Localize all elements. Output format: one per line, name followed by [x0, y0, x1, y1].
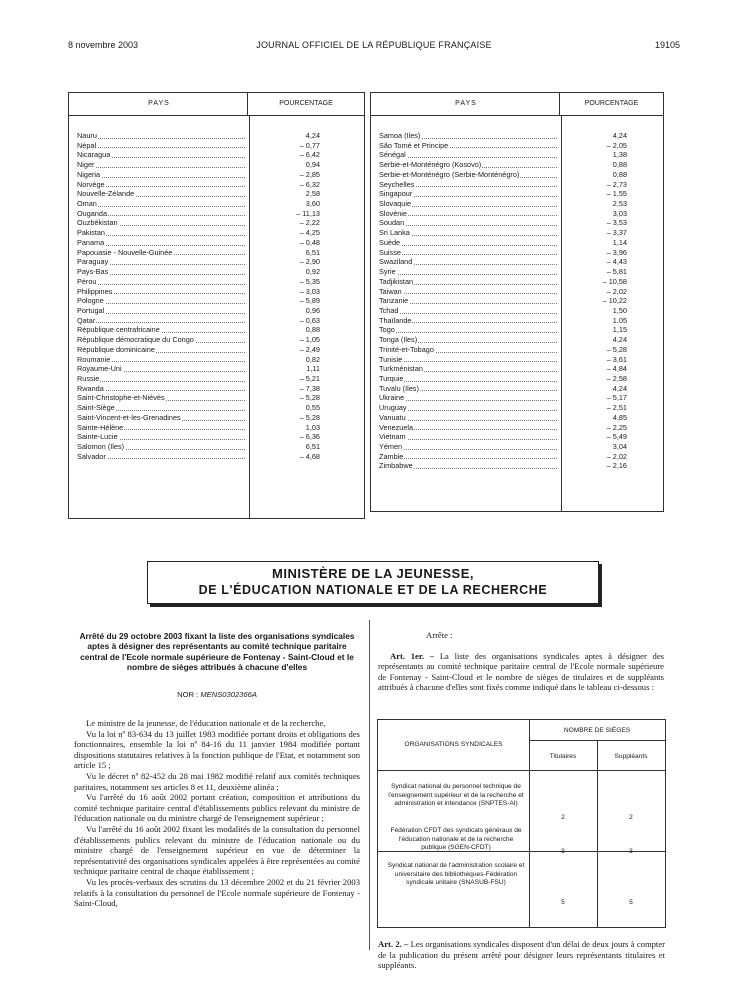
- country-name: Tchad: [379, 305, 399, 315]
- country-percent: – 3,96: [606, 247, 627, 257]
- country-percent: – 5,49: [606, 432, 627, 442]
- country-percent: 3,60: [305, 199, 320, 209]
- arrete-word: Arrête :: [426, 630, 453, 640]
- header-page-number: 19105: [654, 40, 680, 50]
- country-row: [371, 257, 663, 267]
- country-row: [69, 335, 364, 345]
- country-name: Turkménistan: [379, 364, 423, 374]
- country-percent: – 5,89: [299, 296, 320, 306]
- country-row: [371, 228, 663, 238]
- country-name: Zimbabwe: [379, 461, 413, 471]
- country-row: [69, 238, 364, 248]
- seats-row-org: Fédération CFDT des syndicats généraux de l'éducation nationale et de la recherche publique (SGEN-CFDT): [390, 827, 522, 852]
- country-row: [69, 296, 364, 306]
- country-percent: – 4,25: [299, 228, 320, 238]
- seats-row-org: Syndicat national de l'administration scolaire et universitaire des bibliothèques-Fédération syndicale unitaire (SNASUB-FSU): [387, 862, 525, 887]
- country-name: République démocratique du Congo: [77, 335, 194, 345]
- country-name: Sri Lanka: [379, 228, 410, 238]
- country-name: Salvador: [77, 451, 106, 461]
- country-percent: – 1,05: [299, 335, 320, 345]
- country-percent: 0,88: [305, 325, 320, 335]
- country-row: [69, 267, 364, 277]
- country-percent: – 5,28: [299, 393, 320, 403]
- country-name: Samoa (Iles): [379, 131, 421, 140]
- country-name: Turquie: [379, 373, 404, 383]
- country-percent: – 3,37: [606, 228, 627, 238]
- country-percent: – 2,51: [606, 403, 627, 413]
- country-name: Togo: [379, 325, 395, 335]
- article-1-text: La liste des organisations syndicales aptes à désigner des représentants au comité technique paritaire central de l'Ecole normale supérieure de Fontenay - Saint-Cloud et le nombre de sièges de titulaires et de suppléants attribués à chacune d'elles sont fixés comme indiqué dans le tableau ci-dessous :: [378, 650, 664, 693]
- preamble-paragraph: Vu les procès-verbaux des scrutins du 13 décembre 2002 et du 21 février 2003 relatifs à la consultation du personnel de l'Ecole normale supérieure de Fontenay - Saint-Cloud,: [74, 876, 360, 909]
- page-header: [68, 40, 680, 54]
- country-row: [371, 355, 663, 365]
- country-name: Russie: [77, 373, 100, 383]
- country-row: [69, 257, 364, 267]
- article-2-label: Art. 2. –: [378, 939, 409, 949]
- country-name: Saint-Siège: [77, 403, 115, 413]
- leader-dots: [77, 322, 245, 323]
- country-row: [69, 150, 364, 160]
- leader-dots: [379, 458, 557, 459]
- country-row: [371, 296, 663, 306]
- country-percent: 1,11: [306, 364, 320, 374]
- leader-dots: [379, 449, 557, 450]
- country-percent: – 2,16: [606, 461, 627, 471]
- nor-reference: [74, 690, 360, 699]
- country-row: [69, 374, 364, 384]
- country-name: Taiwan: [379, 286, 402, 296]
- country-row: [371, 131, 663, 141]
- country-percent: 3,04: [612, 442, 627, 451]
- country-table-right: [370, 92, 664, 512]
- country-percent: 0,88: [612, 160, 627, 170]
- seats-table-divider: [529, 720, 530, 927]
- country-row: [371, 141, 663, 151]
- country-name: Suisse: [379, 247, 401, 257]
- article-1-label: Art. 1er. –: [390, 650, 435, 661]
- ministry-box: [147, 561, 599, 604]
- country-row: [371, 199, 663, 209]
- country-row: [371, 316, 663, 326]
- preamble-paragraph: Vu l'arrêté du 16 août 2002 portant création, composition et attributions du comité technique paritaire central d'établissements publics relevant du ministre de l'éducation nationale ou du ministre chargé de l'enseignement supérieur ;: [74, 792, 360, 824]
- country-percent: – 3,03: [299, 286, 320, 296]
- country-name: Ouganda: [77, 208, 108, 218]
- country-percent: 1,15: [612, 325, 627, 335]
- country-name: Papouasie - Nouvelle-Guinée: [77, 247, 173, 257]
- country-percent: 1,05: [612, 315, 627, 325]
- country-row: [371, 325, 663, 335]
- country-name: Roumanie: [77, 354, 111, 364]
- country-row: [371, 403, 663, 413]
- country-row: [371, 267, 663, 277]
- country-percent: 1,14: [612, 237, 627, 247]
- country-name: Tonga (Iles): [379, 335, 418, 345]
- header-date: 8 novembre 2003: [68, 40, 139, 50]
- country-name: Oman: [77, 199, 97, 209]
- nor-value: MENS0302366A: [200, 690, 257, 699]
- country-row: [371, 364, 663, 374]
- country-percent: 1,50: [612, 305, 627, 315]
- col-titulaires-header: Titulaires: [549, 753, 577, 760]
- country-percent: – 2,22: [299, 218, 320, 228]
- country-percent: – 2,49: [299, 344, 320, 354]
- country-percent: 4,24: [612, 131, 627, 140]
- country-percent: – 2,02: [606, 451, 627, 461]
- leader-dots: [379, 245, 557, 246]
- country-percent: 0,92: [305, 267, 320, 277]
- country-percent: – 2,25: [606, 422, 627, 432]
- preamble-paragraph: Vu la loi nº 83-634 du 13 juillet 1983 modifiée portant droits et obligations des fonctionnaires, ensemble la loi nº 84-16 du 11 janvier 1984 modifiée portant dispositions statutaires relatives à la fonction publique de l'Etat, et notamment son article 15 ;: [74, 728, 360, 771]
- country-row: [69, 189, 364, 199]
- country-row: [69, 316, 364, 326]
- country-row: [69, 228, 364, 238]
- country-name: Paraguay: [77, 257, 109, 267]
- leader-dots: [77, 284, 245, 285]
- country-name: Uruguay: [379, 403, 407, 413]
- arrete-title: Arrêté du 29 octobre 2003 fixant la liste des organisations syndicales aptes à désigner des représentants au comité technique paritaire central de l'Ecole normale supérieure de Fontenay - Saint-Cloud et le nombre de sièges attribués à chacune d'elles: [79, 631, 355, 673]
- country-row: [371, 442, 663, 452]
- leader-dots: [379, 400, 557, 401]
- country-percent: 2,53: [612, 199, 627, 209]
- country-percent: 1,03: [305, 422, 320, 432]
- country-name: Thaïlande: [379, 315, 412, 325]
- country-row: [69, 432, 364, 442]
- seats-table-rule: [529, 740, 665, 741]
- country-row: [371, 287, 663, 297]
- country-name: Norvège: [77, 179, 105, 189]
- country-percent: – 5,35: [299, 276, 320, 286]
- country-percent: – 0,63: [299, 315, 320, 325]
- country-name: Pologne: [77, 296, 104, 306]
- country-percent: – 0,77: [299, 140, 320, 150]
- country-row: [371, 335, 663, 345]
- country-row: [69, 442, 364, 452]
- country-row: [69, 393, 364, 403]
- country-row: [69, 277, 364, 287]
- country-percent: – 2,85: [299, 169, 320, 179]
- country-name: Qatar: [77, 315, 96, 325]
- country-name: Vietnam: [379, 432, 406, 442]
- seats-row-suppleants: 5: [629, 899, 633, 906]
- country-percent: – 6,36: [299, 432, 320, 442]
- country-row: [69, 355, 364, 365]
- country-percent: 2,58: [305, 189, 320, 199]
- country-row: [371, 461, 663, 471]
- country-name: Ukraine: [379, 393, 405, 403]
- country-name: Tanzanie: [379, 296, 409, 306]
- country-row: [371, 452, 663, 462]
- leader-dots: [77, 381, 245, 382]
- leader-dots: [379, 274, 557, 275]
- country-name: Panama: [77, 237, 105, 247]
- arrete-preamble: [74, 718, 360, 909]
- leader-dots: [77, 147, 245, 148]
- country-row: [371, 277, 663, 287]
- country-percent: 0,55: [305, 403, 320, 413]
- country-percent: – 2,02: [606, 286, 627, 296]
- country-row: [371, 170, 663, 180]
- country-rows-right: [371, 131, 663, 471]
- country-percent: – 5,28: [606, 344, 627, 354]
- country-percent: 6,51: [305, 247, 320, 257]
- leader-dots: [379, 313, 557, 314]
- country-name: Singapour: [379, 189, 413, 199]
- country-percent: – 1,55: [606, 189, 627, 199]
- country-percent: – 5,21: [299, 373, 320, 383]
- article-2-text: Les organisations syndicales disposent d'un délai de deux jours à compter de la publication du présent arrêté pour désigner leurs représentants titulaires et suppléants.: [378, 939, 665, 971]
- country-percent: – 10,58: [602, 276, 627, 286]
- country-percent: 0,88: [612, 169, 627, 179]
- col-org-header: ORGANISATIONS SYNDICALES: [404, 741, 503, 748]
- leader-dots: [77, 167, 245, 168]
- country-percent: – 2,90: [299, 257, 320, 267]
- country-name: Yémen: [379, 442, 403, 451]
- country-name: Soudan: [379, 218, 405, 228]
- seats-table-rule: [378, 770, 665, 771]
- country-row: [371, 209, 663, 219]
- country-row: [371, 150, 663, 160]
- seats-row-titulaires: 5: [561, 899, 565, 906]
- country-name: Serbie-et-Monténégro (Kosovo): [379, 160, 482, 170]
- country-name: Pérou: [77, 276, 97, 286]
- leader-dots: [379, 381, 557, 382]
- country-percent: – 5,81: [606, 267, 627, 277]
- col-percent-header: POURCENTAGE: [559, 93, 663, 115]
- seats-table: [377, 719, 666, 928]
- country-table-header: [371, 93, 663, 116]
- leader-dots: [77, 206, 245, 207]
- country-percent: 0,82: [305, 354, 320, 364]
- leader-dots: [77, 177, 245, 178]
- seats-row-org: Syndicat national du personnel technique de l'enseignement supérieur et de la recherche et administration et intendance (SNPTES-AI): [388, 783, 524, 808]
- country-percent: – 3,61: [606, 354, 627, 364]
- ministry-title-line2: DE L'ÉDUCATION NATIONALE ET DE LA RECHERCHE: [198, 583, 548, 597]
- country-percent: 0,96: [305, 305, 320, 315]
- country-name: São Tomé et Principe: [379, 140, 449, 150]
- country-name: Seychelles: [379, 179, 415, 189]
- leader-dots: [379, 332, 557, 333]
- country-name: Slovénie: [379, 208, 407, 218]
- country-percent: 1,38: [612, 150, 627, 160]
- country-name: Suède: [379, 237, 401, 247]
- country-name: Népal: [77, 140, 97, 150]
- country-percent: 3,03: [612, 208, 627, 218]
- leader-dots: [77, 138, 245, 139]
- country-percent: 4,85: [612, 412, 627, 422]
- country-name: Philippines: [77, 286, 113, 296]
- country-name: Slovaquie: [379, 199, 412, 209]
- country-name: Sainte-Lucie: [77, 432, 118, 442]
- header-title: JOURNAL OFFICIEL DE LA RÉPUBLIQUE FRANÇAISE: [256, 40, 492, 50]
- country-percent: 4,24: [612, 383, 627, 393]
- country-name: Trinité-et-Tobago: [379, 344, 434, 354]
- leader-dots: [379, 361, 557, 362]
- country-name: Tunisie: [379, 354, 403, 364]
- country-row: [69, 141, 364, 151]
- country-name: Pakistan: [77, 228, 105, 238]
- country-name: Serbie-et-Monténégro (Serbie-Monténégro): [379, 169, 520, 179]
- country-name: Syrie: [379, 267, 396, 277]
- country-name: Nouvelle-Zélande: [77, 189, 135, 199]
- country-percent: – 6,42: [299, 150, 320, 160]
- country-name: Rwanda: [77, 383, 104, 393]
- country-name: Sainte-Hélène: [77, 422, 124, 432]
- country-row: [69, 160, 364, 170]
- country-name: Saint-Christophe-et-Niévès: [77, 393, 165, 403]
- country-name: Portugal: [77, 305, 105, 315]
- country-percent: – 2,73: [606, 179, 627, 189]
- seats-row-suppleants: 3: [629, 848, 633, 855]
- preamble-paragraph: Le ministre de la jeunesse, de l'éducation nationale et de la recherche,: [86, 718, 326, 728]
- country-row: [371, 160, 663, 170]
- country-row: [371, 248, 663, 258]
- country-table-header: [69, 93, 364, 116]
- country-row: [69, 248, 364, 258]
- leader-dots: [379, 254, 557, 255]
- country-row: [69, 413, 364, 423]
- country-percent: – 4,84: [606, 364, 627, 374]
- country-row: [69, 345, 364, 355]
- column-rule: [369, 620, 370, 950]
- seats-row-titulaires: 2: [561, 814, 565, 821]
- country-percent: – 2,05: [606, 140, 627, 150]
- country-percent: – 3,53: [606, 218, 627, 228]
- col-country-header: PAYS: [455, 100, 477, 107]
- country-row: [69, 423, 364, 433]
- country-name: Pays-Bas: [77, 267, 109, 277]
- country-name: Venezuela: [379, 422, 414, 432]
- col-country-header: PAYS: [148, 100, 170, 107]
- country-percent: – 11,13: [296, 208, 320, 218]
- country-percent: 4,24: [612, 335, 627, 345]
- country-percent: – 5,17: [606, 393, 627, 403]
- country-row: [69, 131, 364, 141]
- seats-row-titulaires: 3: [561, 848, 565, 855]
- col-seats-header: NOMBRE DE SIÈGES: [563, 727, 631, 734]
- country-row: [69, 180, 364, 190]
- country-row: [69, 384, 364, 394]
- country-name: Zambie: [379, 451, 404, 461]
- country-row: [371, 345, 663, 355]
- country-row: [69, 287, 364, 297]
- country-name: Sénégal: [379, 150, 406, 160]
- country-name: Royaume-Uni: [77, 364, 122, 374]
- country-row: [69, 199, 364, 209]
- country-percent: 6,51: [305, 442, 320, 451]
- country-row: [371, 306, 663, 316]
- country-row: [69, 403, 364, 413]
- country-percent: – 10,22: [602, 296, 627, 306]
- seats-row-suppleants: 2: [629, 814, 633, 821]
- ministry-title-line1: MINISTÈRE DE LA JEUNESSE,: [272, 566, 474, 581]
- country-name: Salomon (Iles): [77, 442, 125, 451]
- country-name: Nauru: [77, 131, 97, 140]
- preamble-paragraph: Vu l'arrêté du 16 août 2002 fixant les modalités de la consultation du personnel d'établissements publics relevant du ministre de l'éducation nationale ou du ministre chargé de l'enseignement supérieur en vue de déterminer la représentativité des organisations syndicales appelées à être représentées au comité technique paritaire central de chaque établissement ;: [74, 823, 360, 877]
- country-row: [371, 432, 663, 442]
- country-percent: – 0,48: [299, 237, 320, 247]
- country-name: Niger: [77, 160, 95, 170]
- leader-dots: [379, 293, 557, 294]
- country-name: Tuvalu (Iles): [379, 383, 419, 393]
- arrete-articles: [378, 630, 664, 693]
- country-row: [69, 218, 364, 228]
- country-rows-left: [69, 131, 364, 461]
- preamble-paragraph: Vu le décret nº 82-452 du 28 mai 1982 modifié relatif aux comités techniques paritaires, notamment ses articles 8 et 11, deuxième alinéa ;: [74, 770, 360, 792]
- col-percent-header: POURCENTAGE: [247, 93, 364, 115]
- country-row: [371, 413, 663, 423]
- country-row: [371, 189, 663, 199]
- leader-dots: [379, 225, 557, 226]
- country-table-left: [68, 92, 365, 519]
- col-suppleants-header: Suppléants: [614, 753, 648, 760]
- country-row: [69, 364, 364, 374]
- country-percent: – 4,43: [606, 257, 627, 267]
- country-name: Tadjikistan: [379, 276, 414, 286]
- country-percent: – 7,38: [299, 383, 320, 393]
- country-percent: – 4,68: [299, 451, 320, 461]
- country-name: République centrafricaine: [77, 325, 160, 335]
- country-row: [371, 180, 663, 190]
- country-row: [371, 238, 663, 248]
- country-row: [69, 170, 364, 180]
- country-row: [371, 423, 663, 433]
- country-row: [371, 218, 663, 228]
- country-row: [69, 452, 364, 462]
- country-percent: 0,94: [305, 160, 320, 170]
- country-name: Nigeria: [77, 169, 101, 179]
- country-percent: – 5,28: [299, 412, 320, 422]
- country-percent: – 6,32: [299, 179, 320, 189]
- country-name: Vanuatu: [379, 412, 406, 422]
- country-percent: – 2,58: [606, 373, 627, 383]
- country-row: [371, 393, 663, 403]
- country-name: République dominicaine: [77, 344, 155, 354]
- country-name: Saint-Vincent-et-les-Grenadines: [77, 412, 181, 422]
- country-row: [69, 325, 364, 335]
- country-name: Swaziland: [379, 257, 413, 267]
- country-row: [69, 209, 364, 219]
- country-row: [371, 374, 663, 384]
- country-percent: 4,24: [305, 131, 320, 140]
- country-name: Ouzbékistan: [77, 218, 118, 228]
- country-row: [69, 306, 364, 316]
- article-2: [378, 939, 665, 971]
- country-name: Nicaragua: [77, 150, 111, 160]
- article-1: [378, 651, 664, 693]
- nor-label: NOR :: [177, 690, 199, 699]
- country-row: [371, 384, 663, 394]
